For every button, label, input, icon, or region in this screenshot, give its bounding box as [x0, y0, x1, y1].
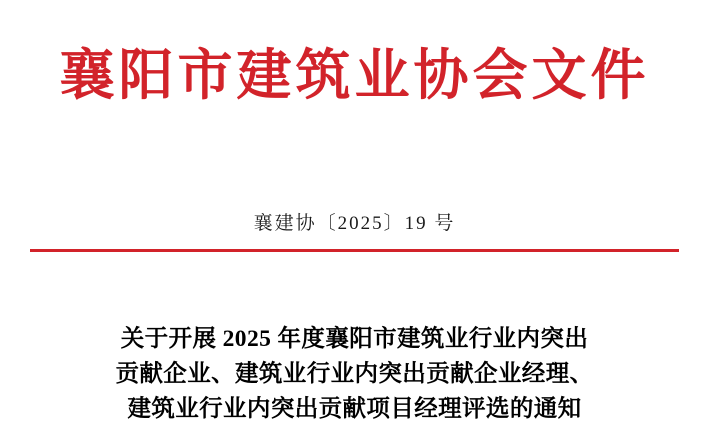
- document-title-line-1: 关于开展 2025 年度襄阳市建筑业行业内突出: [120, 326, 589, 352]
- masthead-title: 襄阳市建筑业协会文件: [59, 45, 650, 106]
- red-divider-rule: [30, 249, 679, 252]
- document-title-line-3: 建筑业行业内突出贡献项目经理评选的通知: [127, 396, 582, 422]
- document-number: 襄建协〔2025〕19 号: [253, 213, 456, 234]
- document-title: [56, 322, 653, 427]
- document-title-line-2: 贡献企业、建筑业行业内突出贡献企业经理、: [115, 361, 594, 387]
